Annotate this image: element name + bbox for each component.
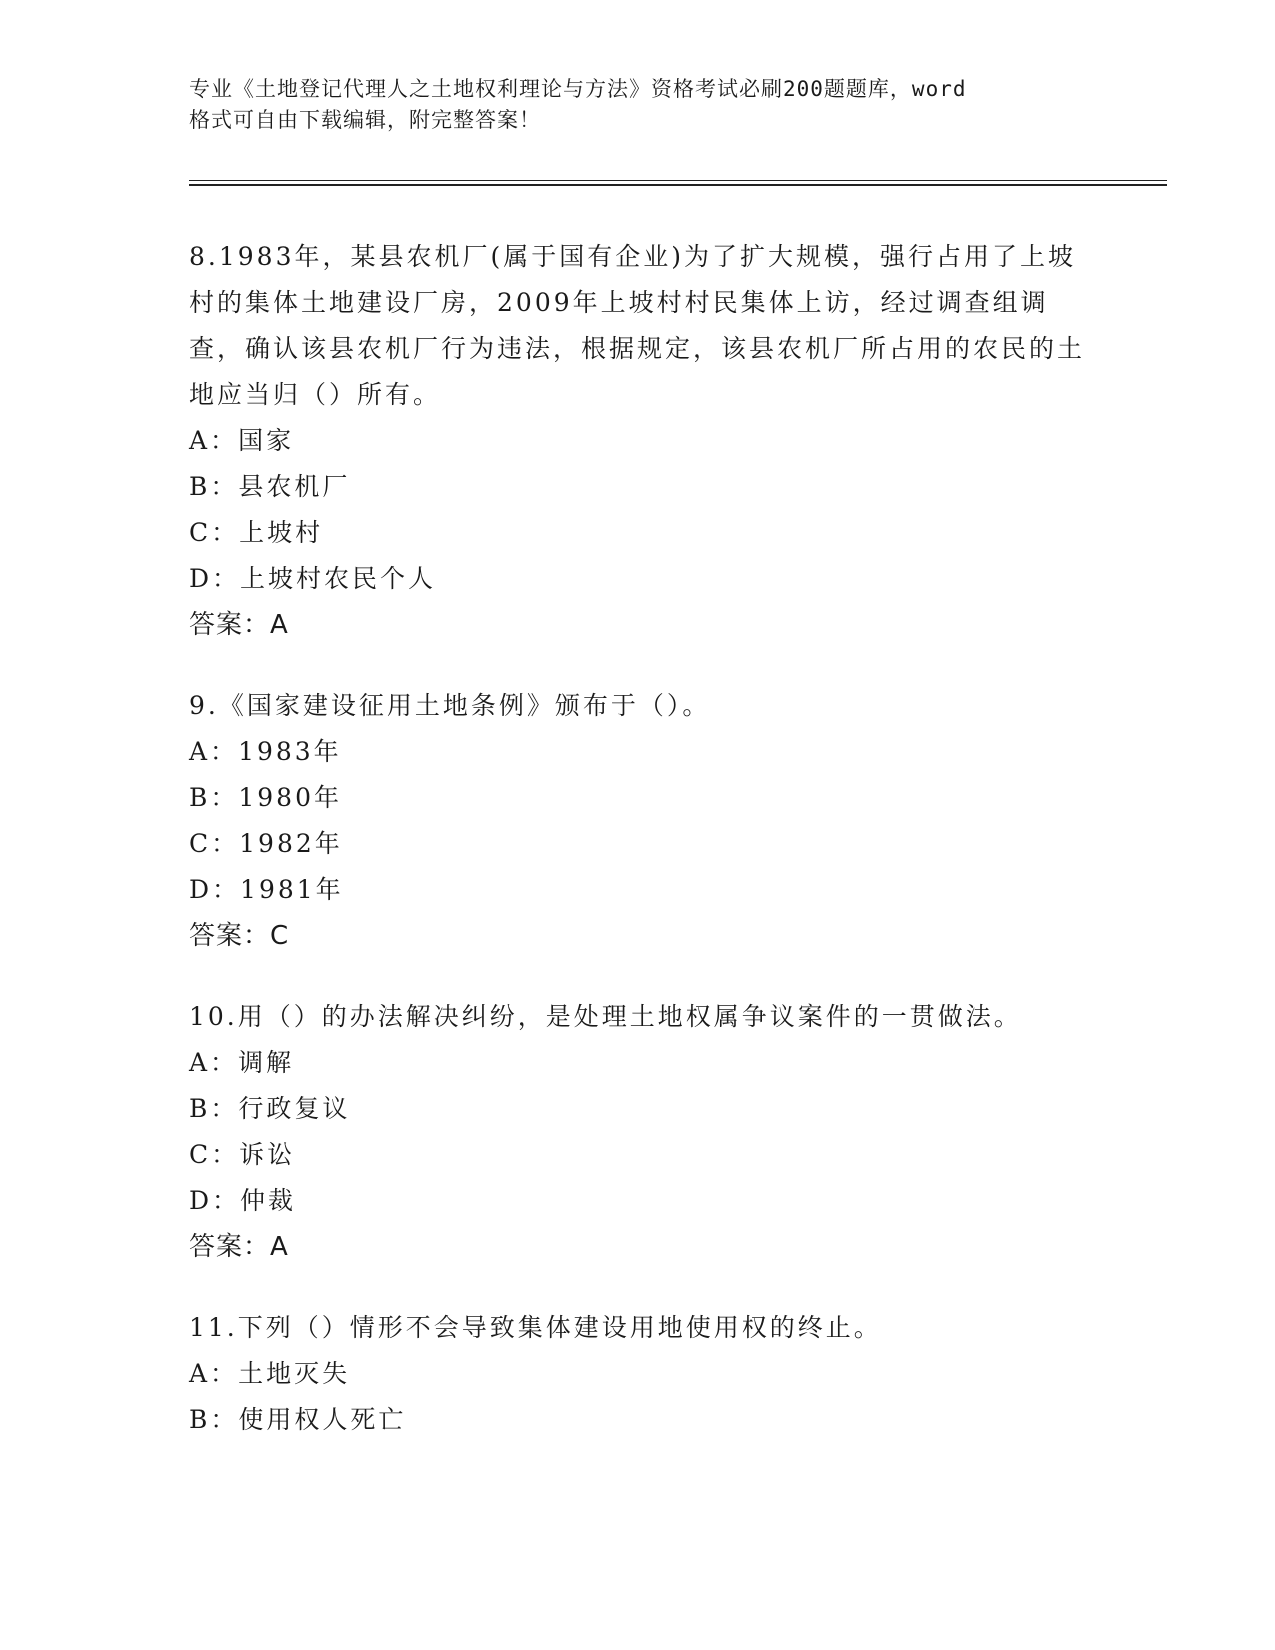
question-9	[189, 683, 1089, 959]
option-text: 仲裁	[240, 1186, 297, 1215]
option-text: 国家	[238, 426, 295, 455]
option-c	[189, 510, 1089, 556]
option-b	[189, 775, 1089, 821]
question-text: 9.《国家建设征用土地条例》颁布于（）。	[189, 691, 711, 720]
option-a	[189, 1040, 1089, 1086]
option-label: B：	[189, 783, 239, 812]
option-text: 上坡村农民个人	[240, 564, 437, 593]
option-b	[189, 1086, 1089, 1132]
option-label: C：	[189, 518, 240, 547]
question-text: 11.下列（）情形不会导致集体建设用地使用权的终止。	[189, 1313, 882, 1342]
option-text: 1983年	[238, 737, 342, 766]
option-c	[189, 821, 1089, 867]
option-b	[189, 1397, 1089, 1443]
option-text: 诉讼	[239, 1140, 296, 1169]
option-text: 1980年	[238, 783, 342, 812]
option-label: B：	[189, 1094, 239, 1123]
option-label: A：	[189, 426, 239, 455]
option-a	[189, 418, 1089, 464]
option-d	[189, 867, 1089, 913]
option-label: B：	[189, 1405, 239, 1434]
option-text: 县农机厂	[238, 472, 351, 501]
question-list	[189, 234, 1089, 1478]
question-11	[189, 1305, 1089, 1443]
option-a	[189, 1351, 1089, 1397]
option-c	[189, 1132, 1089, 1178]
option-text: 调解	[238, 1048, 295, 1077]
option-label: A：	[189, 1048, 239, 1077]
option-label: A：	[189, 737, 239, 766]
answer: 答案：A	[189, 610, 289, 640]
option-text: 土地灭失	[238, 1359, 351, 1388]
answer: 答案：C	[189, 921, 290, 951]
header-title-line-2: 格式可自由下载编辑，附完整答案！	[189, 108, 541, 132]
question-10	[189, 994, 1089, 1270]
question-text: 10.用（）的办法解决纠纷，是处理土地权属争议案件的一贯做法。	[189, 1002, 1022, 1031]
option-label: D：	[189, 1186, 241, 1215]
option-text: 使用权人死亡	[238, 1405, 407, 1434]
option-label: D：	[189, 564, 241, 593]
option-a	[189, 729, 1089, 775]
option-label: C：	[189, 1140, 240, 1169]
option-text: 行政复议	[238, 1094, 351, 1123]
option-b	[189, 464, 1089, 510]
option-label: C：	[189, 829, 240, 858]
document-header	[189, 74, 1069, 136]
option-d	[189, 556, 1089, 602]
option-text: 1981年	[240, 875, 344, 904]
option-label: B：	[189, 472, 239, 501]
option-label: D：	[189, 875, 241, 904]
header-title-line-1: 专业《土地登记代理人之土地权利理论与方法》资格考试必刷200题题库，word	[189, 77, 967, 101]
option-label: A：	[189, 1359, 239, 1388]
option-d	[189, 1178, 1089, 1224]
answer: 答案：A	[189, 1232, 289, 1262]
option-text: 上坡村	[239, 518, 324, 547]
question-8	[189, 234, 1089, 648]
question-text: 8.1983年，某县农机厂(属于国有企业)为了扩大规模，强行占用了上坡村的集体土地建设厂房，2009年上坡村村民集体上访，经过调查组调查，确认该县农机厂行为违法，根据规定，该县农机厂所占用的农民的土地应当归（）所有。	[189, 242, 1086, 409]
option-text: 1982年	[239, 829, 343, 858]
header-divider-thin	[189, 180, 1167, 181]
header-divider-thick	[189, 184, 1167, 186]
